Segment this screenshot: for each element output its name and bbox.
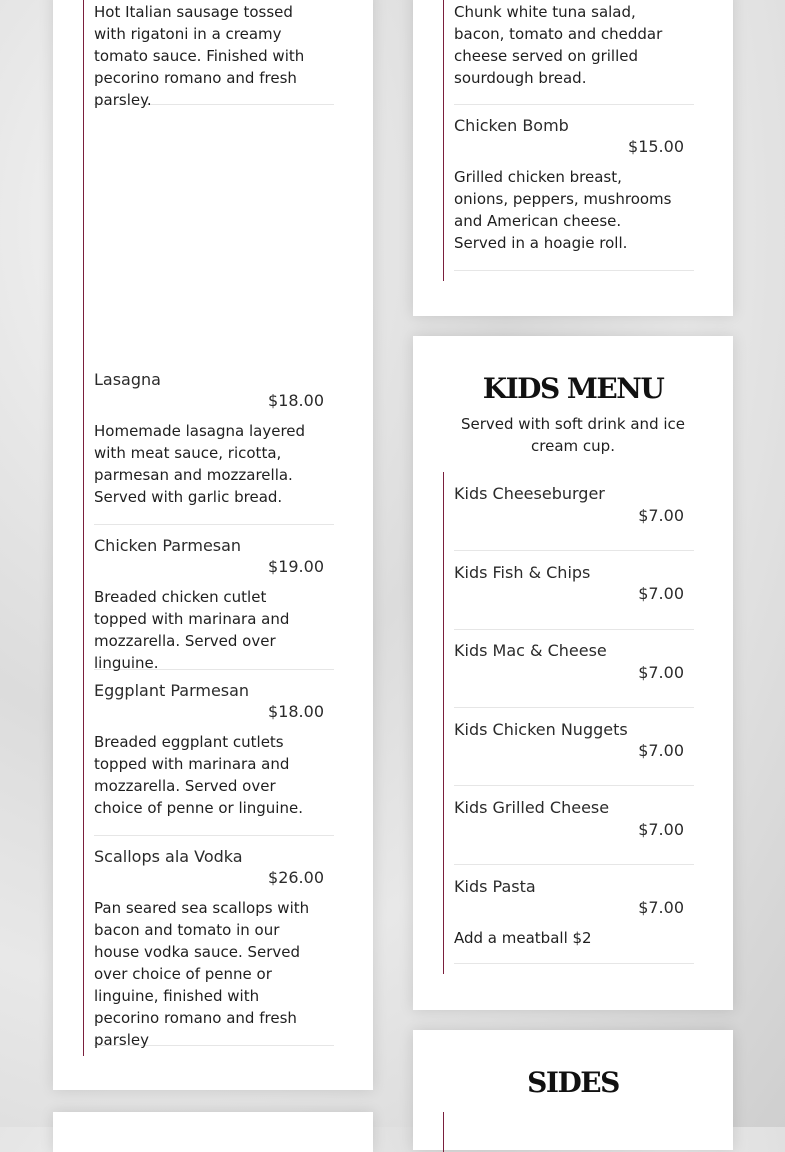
sides-card xyxy=(413,1030,733,1150)
item-name: Chicken Bomb xyxy=(454,116,569,135)
pasta-card xyxy=(53,0,373,1090)
item-price: $7.00 xyxy=(638,663,684,682)
item-price: $18.00 xyxy=(268,702,324,721)
kids-menu-card xyxy=(413,336,733,1010)
item-name: Kids Chicken Nuggets xyxy=(454,720,628,739)
item-name: Scallops ala Vodka xyxy=(94,847,243,866)
menu-item-kids-mac-cheese xyxy=(454,641,694,708)
item-price: $15.00 xyxy=(628,137,684,156)
item-price: $7.00 xyxy=(638,506,684,525)
item-description: Pan seared sea scallops with bacon and tomato in our house vodka sauce. Served over choice of penne or linguine, finished with pecorino romano and fresh parsley xyxy=(94,899,310,1049)
menu-item-chicken-parmesan xyxy=(94,536,334,670)
item-name: Kids Pasta xyxy=(454,877,536,896)
item-price: $19.00 xyxy=(268,557,324,576)
kids-item-list xyxy=(443,472,704,974)
item-name: Kids Mac & Cheese xyxy=(454,641,607,660)
item-name: Kids Fish & Chips xyxy=(454,563,591,582)
menu-item xyxy=(94,0,334,109)
item-name: Kids Cheeseburger xyxy=(454,484,605,503)
sandwiches-card xyxy=(413,0,733,316)
item-description: Breaded eggplant cutlets topped with marinara and mozzarella. Served over choice of penne or linguine. xyxy=(94,733,303,817)
item-name: Chicken Parmesan xyxy=(94,536,242,555)
item-price: $7.00 xyxy=(638,898,684,917)
menu-item-scallops-ala-vodka xyxy=(94,847,334,1049)
menu-item-kids-pasta xyxy=(454,877,694,964)
item-name: Lasagna xyxy=(94,370,161,389)
item-price: $7.00 xyxy=(638,820,684,839)
menu-item-kids-fish-chips xyxy=(454,563,694,630)
section-subtitle: Served with soft drink and ice cream cup. xyxy=(460,415,685,455)
item-price: $7.00 xyxy=(638,584,684,603)
section-title: SIDES xyxy=(527,1066,619,1099)
item-description: Breaded chicken cutlet topped with marinara and mozzarella. Served over linguine. xyxy=(94,588,290,672)
menu-item-kids-grilled-cheese xyxy=(454,798,694,865)
item-description: Hot Italian sausage tossed with rigatoni in a creamy tomato sauce. Finished with pecorino romano and fresh parsley. xyxy=(94,3,305,109)
menu-item-kids-cheeseburger xyxy=(454,484,694,551)
sides-item-list xyxy=(443,1112,704,1152)
item-description: Chunk white tuna salad, bacon, tomato and cheddar cheese served on grilled sourdough bread. xyxy=(454,3,663,87)
item-name: Eggplant Parmesan xyxy=(94,681,250,700)
next-section-card xyxy=(53,1112,373,1152)
item-description: Homemade lasagna layered with meat sauce, ricotta, parmesan and mozzarella. Served with garlic bread. xyxy=(94,422,306,506)
item-price: $26.00 xyxy=(268,868,324,887)
item-name: Kids Grilled Cheese xyxy=(454,798,610,817)
sandwich-item-list xyxy=(443,0,704,281)
menu-item xyxy=(454,0,694,105)
menu-item-chicken-bomb xyxy=(454,116,694,271)
pasta-item-list xyxy=(83,0,344,1056)
menu-item-eggplant-parmesan xyxy=(94,681,334,836)
item-description: Add a meatball $2 xyxy=(454,929,592,947)
item-description: Grilled chicken breast, onions, peppers, mushrooms and American cheese. Served in a hoagie roll. xyxy=(454,168,672,252)
item-price: $7.00 xyxy=(638,741,684,760)
item-price: $18.00 xyxy=(268,391,324,410)
menu-item-lasagna xyxy=(94,370,334,525)
section-title: KIDS MENU xyxy=(482,372,664,405)
menu-item-kids-chicken-nuggets xyxy=(454,720,694,786)
